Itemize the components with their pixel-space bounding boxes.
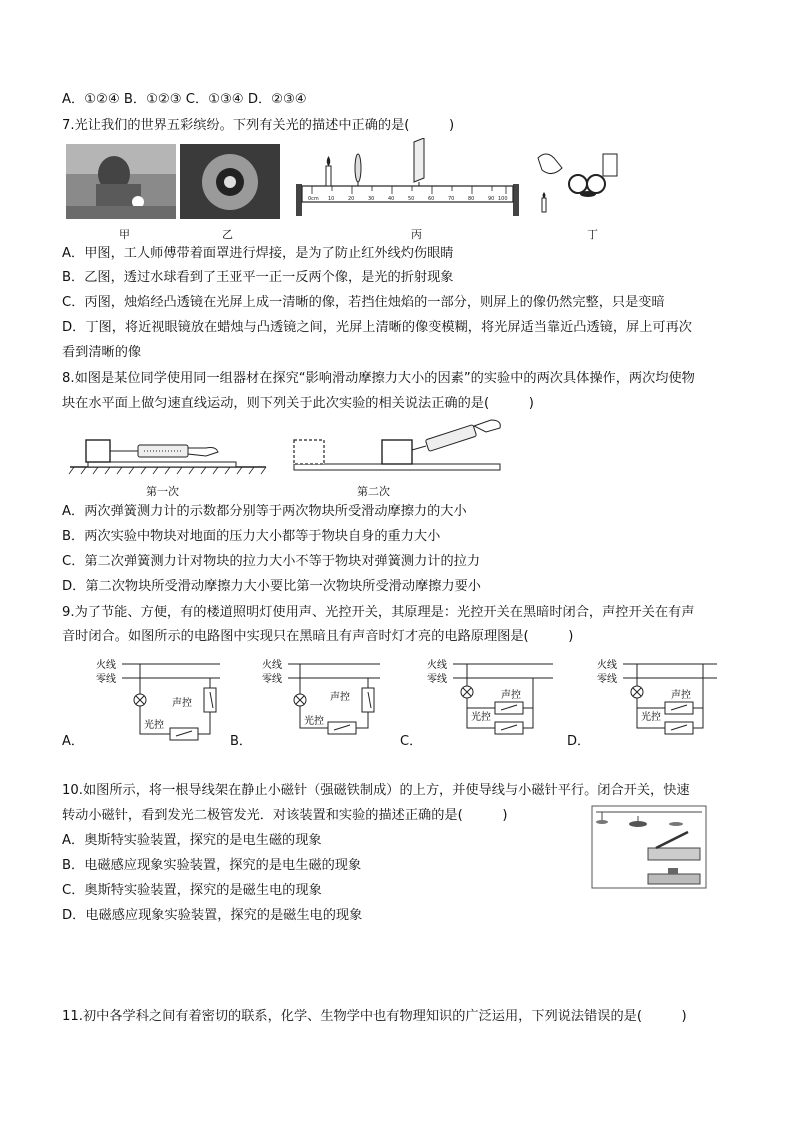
caption-yi: 乙 bbox=[222, 228, 233, 241]
q7-option-d: D．丁图，将近视眼镜放在蜡烛与凸透镜之间，光屏上清晰的像变模糊，将光屏适当靠近凸透镜，屏上可再次 bbox=[62, 320, 692, 335]
sound-switch-label: 声控 bbox=[671, 690, 691, 701]
neutral-wire-label: 零线 bbox=[96, 674, 116, 685]
q8-option-c: C．第二次弹簧测力计对物块的拉力大小不等于物块对弹簧测力计的拉力 bbox=[62, 554, 481, 569]
q9-circuit-b bbox=[258, 656, 383, 746]
caption-ding: 丁 bbox=[587, 228, 598, 241]
light-switch-label: 光控 bbox=[641, 712, 661, 723]
q10-stem-line1: 10.如图所示，将一根导线架在静止小磁针（强磁铁制成）的上方，并使导线与小磁针平行。闭合开关，快速 bbox=[62, 783, 690, 798]
q8-stem-line2: 块在水平面上做匀速直线运动，则下列关于此次实验的相关说法正确的是( ) bbox=[62, 396, 534, 411]
live-wire-label: 火线 bbox=[597, 660, 617, 671]
q11-stem: 11.初中各学科之间有着密切的联系，化学、生物学中也有物理知识的广泛运用，下列说法错误的是( ) bbox=[62, 1009, 687, 1024]
ruler-tick: 70 bbox=[448, 196, 455, 202]
q8-figure-second bbox=[286, 416, 506, 478]
q7-option-a: A．甲图，工人师傅带着面罩进行焊接，是为了防止红外线灼伤眼睛 bbox=[62, 246, 454, 261]
caption-bing: 丙 bbox=[411, 228, 422, 241]
caption-second: 第二次 bbox=[357, 485, 390, 498]
q10-option-a: A．奥斯特实验装置，探究的是电生磁的现象 bbox=[62, 833, 322, 848]
ruler-tick: 60 bbox=[428, 196, 435, 202]
live-wire-label: 火线 bbox=[427, 660, 447, 671]
q6-options: A．①②④ B．①②③ C．①③④ D．②③④ bbox=[62, 92, 307, 107]
q9-circuit-c bbox=[425, 656, 555, 746]
q9-option-a: A． bbox=[62, 734, 84, 749]
q8-figure-first bbox=[66, 432, 271, 480]
q9-option-c: C． bbox=[400, 734, 423, 749]
live-wire-label: 火线 bbox=[262, 660, 282, 671]
ruler-tick: 20 bbox=[348, 196, 355, 202]
q9-option-d: D． bbox=[567, 734, 591, 749]
sound-switch-label: 声控 bbox=[172, 698, 192, 709]
q7-photo-jia bbox=[66, 144, 176, 219]
caption-jia: 甲 bbox=[119, 228, 130, 241]
q7-option-d-cont: 看到清晰的像 bbox=[62, 345, 142, 360]
q10-option-b: B．电磁感应现象实验装置，探究的是电生磁的现象 bbox=[62, 858, 362, 873]
q7-optical-bench bbox=[290, 138, 525, 220]
q8-option-a: A．两次弹簧测力计的示数都分别等于两次物块所受滑动摩擦力的大小 bbox=[62, 504, 467, 519]
neutral-wire-label: 零线 bbox=[597, 674, 617, 685]
ruler-tick: 10 bbox=[328, 196, 335, 202]
q7-stem: 7.光让我们的世界五彩缤纷。下列有关光的描述中正确的是( ) bbox=[62, 118, 455, 133]
caption-first: 第一次 bbox=[146, 485, 179, 498]
ruler-tick: 40 bbox=[388, 196, 395, 202]
q7-photo-yi bbox=[180, 144, 280, 219]
q9-circuit-a bbox=[92, 656, 222, 746]
q10-option-c: C．奥斯特实验装置，探究的是磁生电的现象 bbox=[62, 883, 322, 898]
q10-stem-line2: 转动小磁针，看到发光二极管发光．对该装置和实验的描述正确的是( ) bbox=[62, 808, 508, 823]
q8-stem-line1: 8.如图是某位同学使用同一组器材在探究“影响滑动摩擦力大小的因素”的实验中的两次具体操作，两次均使物 bbox=[62, 371, 695, 386]
q9-stem-line1: 9.为了节能、方便，有的楼道照明灯使用声、光控开关，其原理是：光控开关在黑暗时闭合，声控开关在有声 bbox=[62, 605, 695, 620]
q7-glasses-setup bbox=[532, 148, 632, 218]
q9-option-b: B． bbox=[230, 734, 252, 749]
live-wire-label: 火线 bbox=[96, 660, 116, 671]
neutral-wire-label: 零线 bbox=[427, 674, 447, 685]
q8-option-d: D．第二次物块所受滑动摩擦力大小要比第一次物块所受滑动摩擦力要小 bbox=[62, 579, 481, 594]
light-switch-label: 光控 bbox=[304, 716, 324, 727]
ruler-tick: 90 bbox=[488, 196, 495, 202]
q7-option-c: C．丙图，烛焰经凸透镜在光屏上成一清晰的像，若挡住烛焰的一部分，则屏上的像仍然完整，只是变暗 bbox=[62, 295, 665, 310]
q10-apparatus bbox=[590, 802, 710, 890]
light-switch-label: 光控 bbox=[144, 720, 164, 731]
q10-option-d: D．电磁感应现象实验装置，探究的是磁生电的现象 bbox=[62, 908, 363, 923]
ruler-tick: 30 bbox=[368, 196, 375, 202]
q9-circuit-d bbox=[595, 656, 725, 746]
light-switch-label: 光控 bbox=[471, 712, 491, 723]
sound-switch-label: 声控 bbox=[330, 692, 350, 703]
ruler-tick: 100 bbox=[498, 196, 508, 202]
neutral-wire-label: 零线 bbox=[262, 674, 282, 685]
ruler-tick: 50 bbox=[408, 196, 415, 202]
ruler-tick: 80 bbox=[468, 196, 475, 202]
q8-option-b: B．两次实验中物块对地面的压力大小都等于物块自身的重力大小 bbox=[62, 529, 441, 544]
ruler-tick: 0cm bbox=[308, 196, 319, 202]
q7-option-b: B．乙图，透过水球看到了王亚平一正一反两个像，是光的折射现象 bbox=[62, 270, 454, 285]
sound-switch-label: 声控 bbox=[501, 690, 521, 701]
q9-stem-line2: 音时闭合。如图所示的电路图中实现只在黑暗且有声音时灯才亮的电路原理图是( ) bbox=[62, 629, 574, 644]
